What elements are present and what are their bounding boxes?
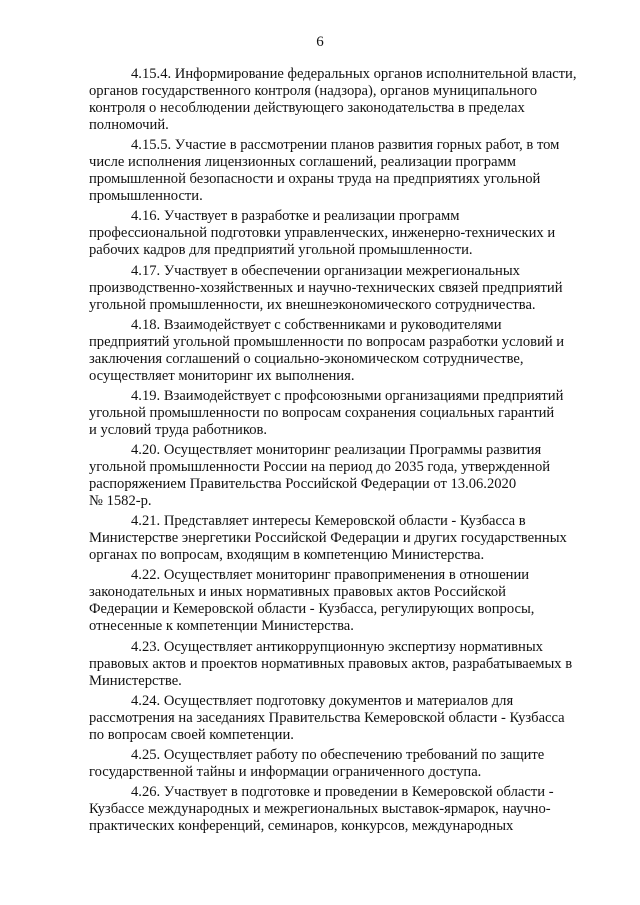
paragraph-4-19: 4.19. Взаимодействует с профсоюзными организациями предприятий угольной промышленности по вопросам сохранения социальных гарантий и условий труда работников. xyxy=(89,387,564,438)
document-body xyxy=(89,66,595,838)
paragraph-4-18: 4.18. Взаимодействует с собственниками и руководителями предприятий угольной промышленности по вопросам разработки условий и заключения соглашений о социально-экономическом сотрудничестве, осуществляет мониторинг их выполнения. xyxy=(89,316,565,384)
paragraph-4-22: 4.22. Осуществляет мониторинг правоприменения в отношении законодательных и иных нормативных правовых актов Российской Федерации и Кемеровской области - Кузбасса, регулирующих вопросы, отнесенные к компетенции Министерства. xyxy=(89,567,535,635)
paragraph-4-16: 4.16. Участвует в разработке и реализации программ профессиональной подготовки управленческих, инженерно-технических и рабочих кадров для предприятий угольной промышленности. xyxy=(89,208,556,259)
paragraph-4-25: 4.25. Осуществляет работу по обеспечению требований по защите государственной тайны и информации ограниченного доступа. xyxy=(89,746,545,780)
paragraph-4-26: 4.26. Участвует в подготовке и проведении в Кемеровской области - Кузбассе международных и межрегиональных выставок-ярмарок, научно- практических конференций, семинаров, конкурсов, международных xyxy=(89,783,554,834)
paragraph-4-23: 4.23. Осуществляет антикоррупционную экспертизу нормативных правовых актов и проектов нормативных правовых актов, разрабатываемых в Министерстве. xyxy=(89,638,573,689)
paragraph-4-20: 4.20. Осуществляет мониторинг реализации Программы развития угольной промышленности России на период до 2035 года, утвержденной распоряжением Правительства Российской Федерации от 13.06.2020 № 1582-р. xyxy=(89,441,551,510)
paragraph-4-17: 4.17. Участвует в обеспечении организации межрегиональных производственно-хозяйственных и научно-технических связей предприятий угольной промышленности, их внешнеэкономического сотрудничества. xyxy=(89,262,563,313)
paragraph-4-15-5: 4.15.5. Участие в рассмотрении планов развития горных работ, в том числе исполнения лицензионных соглашений, реализации программ промышленной безопасности и охраны труда на предприятиях угольной промышленности. xyxy=(89,137,560,205)
paragraph-4-24: 4.24. Осуществляет подготовку документов и материалов для рассмотрения на заседаниях Правительства Кемеровской области - Кузбасса по вопросам своей компетенции. xyxy=(89,692,565,743)
paragraph-4-21: 4.21. Представляет интересы Кемеровской области - Кузбасса в Министерстве энергетики Российской Федерации и других государственных органах по вопросам, входящим в компетенцию Министерства. xyxy=(89,513,567,564)
page-number: 6 xyxy=(316,34,324,50)
paragraph-4-15-4: 4.15.4. Информирование федеральных органов исполнительной власти, органов государственного контроля (надзора), органов муниципального контроля о несоблюдении действующего законодательства в пределах полномочий. xyxy=(89,66,577,134)
